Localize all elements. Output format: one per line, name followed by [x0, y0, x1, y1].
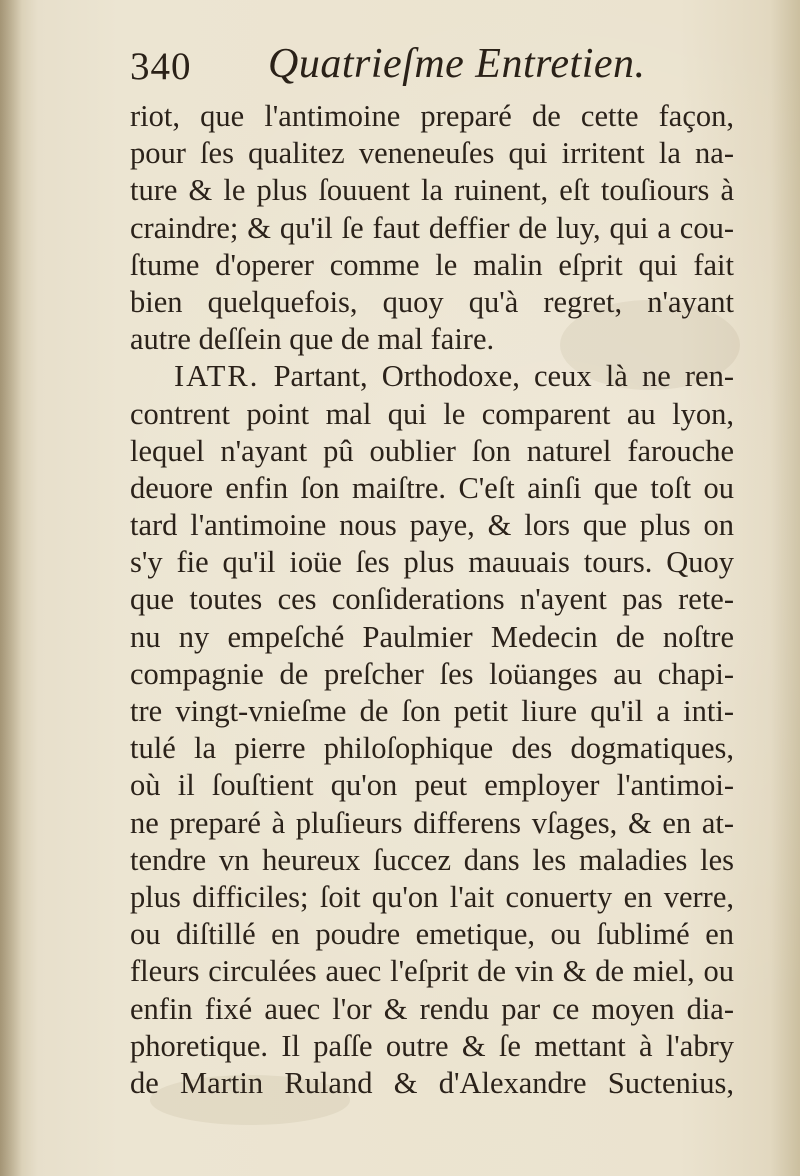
- text-line: enfin fixé auec l'or & rendu par ce moyen dia-: [130, 991, 734, 1026]
- text-line: tre vingt-vnieſme de ſon petit liure qu'il a inti-: [130, 694, 734, 728]
- running-title: Quatrieſme Entretien.: [268, 41, 646, 87]
- text-line: ne preparé à pluſieurs differens vſages, & en at-: [130, 805, 734, 840]
- page-number: 340: [130, 45, 192, 88]
- text-line: ou diſtillé en poudre emetique, ou ſublimé en: [130, 917, 734, 952]
- text-line: deuore enfin ſon maiſtre. C'eſt ainſi que toſt ou: [130, 470, 734, 505]
- text-line: Partant, Orthodoxe, ceux là ne ren-: [273, 359, 734, 394]
- text-line: contrent point mal qui le comparent au lyon,: [130, 396, 734, 431]
- text-line: où il ſouſtient qu'on peut employer l'antimoi-: [130, 768, 734, 803]
- paragraph-start-line: [130, 358, 734, 395]
- text-line: bien quelquefois, quoy qu'à regret, n'ayant: [130, 284, 734, 319]
- text-line: autre deſſein que de mal faire.: [130, 322, 495, 357]
- text-line: tard l'antimoine nous paye, & lors que plus on: [130, 508, 734, 543]
- text-line: que toutes ces conſiderations n'ayent pas rete-: [130, 582, 734, 617]
- page-header: [128, 40, 688, 100]
- text-line: de Martin Ruland & d'Alexandre Suctenius,: [130, 1065, 734, 1100]
- text-line: nu ny empeſché Paulmier Medecin de noſtre: [130, 619, 734, 654]
- text-line: fleurs circulées auec l'eſprit de vin & de miel, ou: [130, 954, 734, 989]
- text-line: tendre vn heureux ſuccez dans les maladies les: [130, 842, 734, 877]
- text-line: pour ſes qualitez veneneuſes qui irritent la na-: [130, 136, 734, 171]
- text-line: s'y fie qu'il ioüe ſes plus mauuais tours. Quoy: [130, 545, 734, 580]
- text-line: plus difficiles; ſoit qu'on l'ait conuerty en verre,: [130, 879, 734, 914]
- text-line: riot, que l'antimoine preparé de cette façon,: [130, 99, 734, 133]
- text-line: ture & le plus ſouuent la ruinent, eſt touſiours à: [130, 173, 734, 208]
- binding-shadow: [0, 0, 22, 1176]
- text-line: ſtume d'operer comme le malin eſprit qui fait: [130, 247, 734, 282]
- text-line: compagnie de preſcher ſes loüanges au chapi-: [130, 656, 734, 691]
- text-line: craindre; & qu'il ſe faut deffier de luy, qui a cou-: [130, 210, 734, 245]
- text-line: lequel n'ayant pû oublier ſon naturel farouche: [130, 433, 734, 468]
- speaker-label: IATR.: [174, 359, 260, 394]
- body-text: [130, 98, 734, 1102]
- text-line: phoretique. Il paſſe outre & ſe mettant à l'abry: [130, 1028, 734, 1063]
- text-line: tulé la pierre philoſophique des dogmatiques,: [130, 731, 734, 766]
